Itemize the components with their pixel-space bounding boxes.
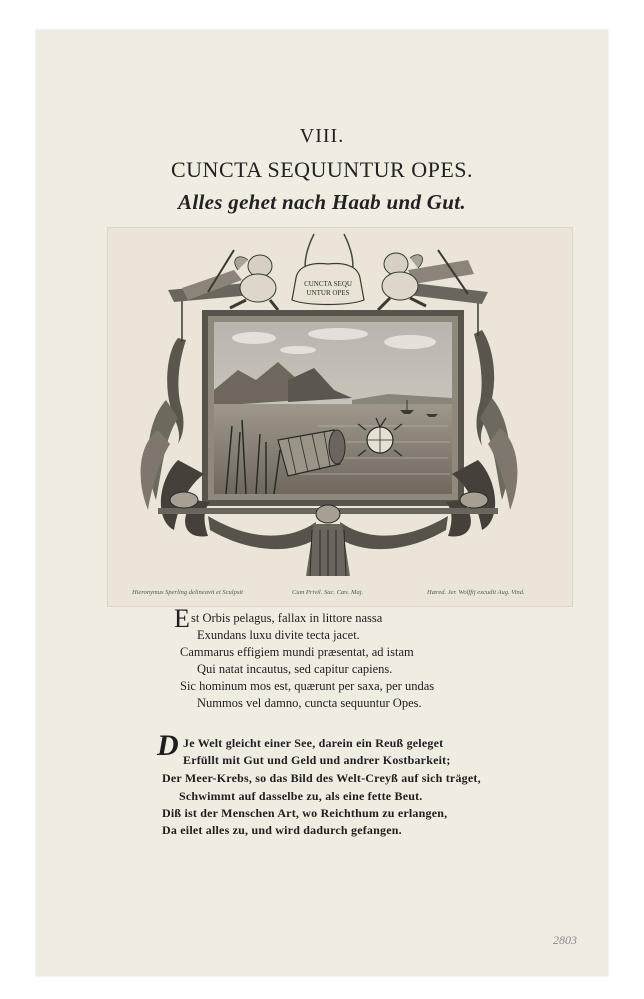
cartouche-text-1: CUNCTA SEQU — [304, 280, 352, 288]
credit-publisher: Hæred. Jer. Wolffij excudit Aug. Vind. — [427, 589, 525, 596]
german-line-6: Da eilet alles zu, und wird dadurch gefangen. — [162, 823, 402, 837]
german-title: Alles gehet nach Haab und Gut. — [178, 190, 466, 214]
latin-line-3: Cammarus effigiem mundi præsentat, ad istam — [180, 645, 414, 659]
cartouche-text-2: UNTUR OPES — [306, 289, 350, 297]
latin-line-6: Nummos vel damno, cuncta sequuntur Opes. — [197, 696, 422, 710]
latin-line-1: st Orbis pelagus, fallax in littore nassa — [191, 611, 383, 625]
credit-engraver: Hieronymus Sperling delineavit et Sculpsit — [132, 589, 243, 596]
title-cartouche — [292, 264, 364, 305]
emblem-engraving — [138, 230, 518, 582]
credit-privilege: Cum Privil. Sac. Cæs. Maj. — [292, 589, 364, 596]
plate-number: VIII. — [299, 125, 345, 147]
latin-title: CUNCTA SEQUUNTUR OPES. — [171, 157, 473, 182]
german-line-2: Erfüllt mit Gut und Geld und andrer Kostbarkeit; — [183, 753, 451, 767]
german-line-1: Je Welt gleicht einer See, darein ein Reuß geleget — [183, 736, 444, 750]
german-line-5: Diß ist der Menschen Art, wo Reichthum zu erlangen, — [162, 806, 448, 820]
german-line-4: Schwimmt auf dasselbe zu, als eine fette Beut. — [179, 789, 423, 803]
german-line-3: Der Meer-Krebs, so das Bild des Welt-Creyß auf sich träget, — [162, 771, 481, 785]
inventory-number: 2803 — [553, 933, 577, 947]
latin-line-5: Sic hominum mos est, quærunt per saxa, per undas — [180, 679, 435, 693]
latin-dropcap: E — [174, 604, 190, 633]
german-dropcap: D — [157, 729, 179, 762]
drapery — [208, 516, 448, 576]
left-putto — [230, 255, 278, 310]
latin-line-4: Qui natat incautus, sed capitur capiens. — [197, 662, 393, 676]
latin-line-2: Exundans luxu divite tecta jacet. — [197, 628, 360, 642]
